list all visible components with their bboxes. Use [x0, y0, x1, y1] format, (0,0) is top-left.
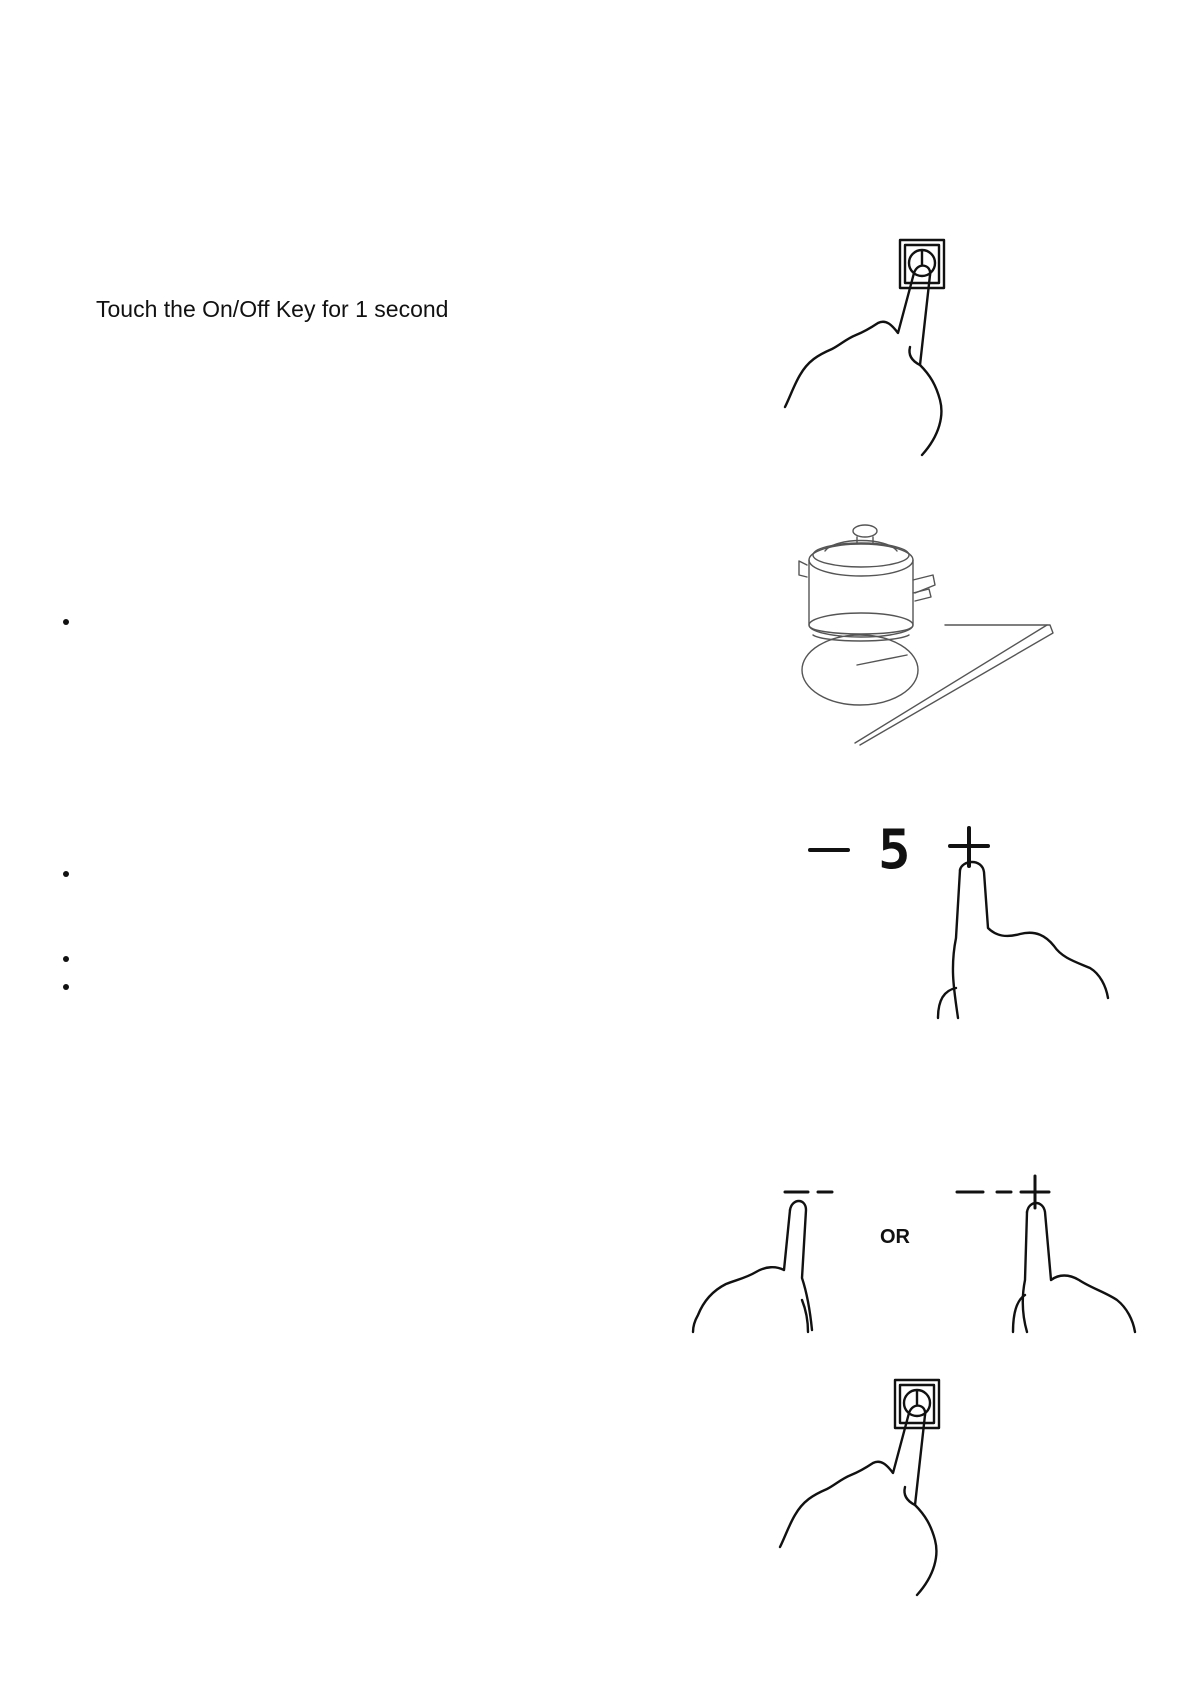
bullet-marker — [63, 619, 69, 625]
pot-on-cooking-zone-icon — [795, 515, 1065, 750]
finger-press-power-icon — [780, 235, 980, 465]
power-level-adjust-icon — [800, 818, 1120, 1023]
or-label: OR — [880, 1226, 910, 1248]
bullet-marker — [63, 956, 69, 962]
power-level-digit: 5 — [878, 818, 911, 881]
finger-press-power-off-icon — [775, 1375, 975, 1605]
bullet-marker — [63, 984, 69, 990]
instruction-step-1: Touch the On/Off Key for 1 second — [96, 296, 449, 322]
finger-press-plus-icon — [955, 1170, 1155, 1335]
bullet-marker — [63, 871, 69, 877]
finger-press-minus-icon — [690, 1180, 850, 1335]
